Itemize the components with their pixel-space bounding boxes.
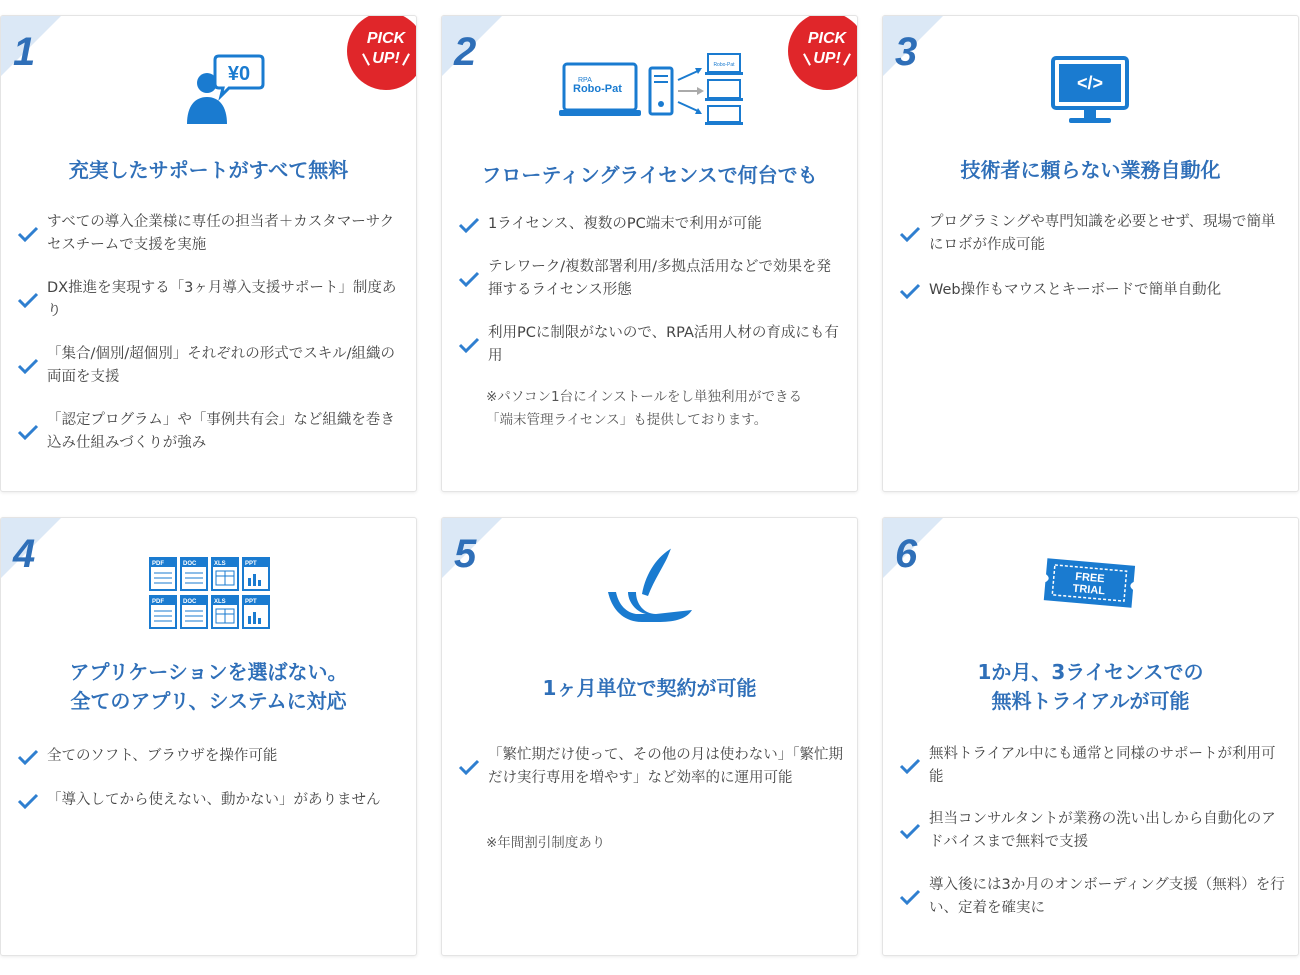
code-monitor-icon bbox=[1051, 56, 1129, 126]
feature-card-6 bbox=[882, 517, 1299, 956]
bullet-text: 「集合/個別/超個別」それぞれの形式でスキル/組織の両面を支援 bbox=[47, 346, 396, 385]
bullet-text: プログラミングや専門知識を必要とせず、現場で簡単にロボが作成可能 bbox=[929, 214, 1276, 253]
free-trial-ticket-icon bbox=[1041, 556, 1137, 620]
feature-card-5 bbox=[441, 517, 858, 956]
pickup-line1: PICK bbox=[366, 30, 406, 47]
bullet-text: 担当コンサルタントが業務の洗い出しから自動化のアドバイスまで無料で支援 bbox=[929, 811, 1276, 850]
bullet-text: DX推進を実現する「3ヶ月導入支援サポート」制度あり bbox=[47, 280, 397, 319]
ppt-label: PPT bbox=[245, 599, 257, 605]
check-icon bbox=[899, 889, 921, 905]
pickup-badge bbox=[788, 15, 858, 90]
bullet-item bbox=[899, 808, 1286, 854]
xls-label: XLS bbox=[214, 561, 226, 567]
feature-card-3 bbox=[882, 15, 1299, 492]
card-title bbox=[442, 161, 857, 190]
bullet-item bbox=[899, 279, 1286, 302]
bullet-item bbox=[458, 213, 845, 236]
ppt-label: PPT bbox=[245, 561, 257, 567]
bullet-item bbox=[17, 211, 404, 257]
bullet-item bbox=[17, 409, 404, 455]
feature-card-2 bbox=[441, 15, 858, 492]
card-title-line: 充実したサポートがすべて無料 bbox=[68, 158, 349, 182]
card-number: 2 bbox=[454, 30, 477, 74]
card-title-line: 1か月、3ライセンスでの bbox=[977, 660, 1204, 684]
card-title bbox=[442, 674, 857, 703]
icon-yen-text: ¥0 bbox=[227, 63, 251, 85]
card-number: 1 bbox=[13, 30, 36, 74]
card-note bbox=[486, 832, 845, 855]
pickup-line2: UP! bbox=[372, 50, 400, 67]
bullet-item bbox=[899, 211, 1286, 257]
bullet-text: 「認定プログラム」や「事例共有会」など組織を巻き込み仕組みづくりが強み bbox=[47, 412, 395, 451]
check-icon bbox=[458, 337, 480, 353]
note-line: ※パソコン1台にインストールをし単独利用ができる bbox=[486, 389, 802, 405]
card-title-line: 技術者に頼らない業務自動化 bbox=[960, 158, 1221, 182]
pickup-badge bbox=[347, 15, 417, 90]
check-icon bbox=[899, 226, 921, 242]
card-title-line: 1ヶ月単位で契約が可能 bbox=[542, 676, 757, 700]
bullet-text: 「導入してから使えない、動かない」がありません bbox=[47, 792, 381, 808]
check-icon bbox=[17, 226, 39, 242]
check-icon bbox=[17, 292, 39, 308]
bullet-item bbox=[899, 743, 1286, 789]
check-icon bbox=[17, 424, 39, 440]
pdf-label: PDF bbox=[152, 561, 164, 567]
bullet-item bbox=[17, 745, 404, 768]
feature-card-4 bbox=[0, 517, 417, 956]
check-icon bbox=[899, 823, 921, 839]
bullet-text: 全てのソフト、ブラウザを操作可能 bbox=[47, 748, 278, 764]
doc-label: DOC bbox=[183, 561, 197, 567]
check-icon bbox=[458, 217, 480, 233]
check-icon bbox=[17, 358, 39, 374]
card-number: 3 bbox=[895, 30, 918, 74]
note-line: 「端末管理ライセンス」も提供しております。 bbox=[486, 412, 768, 428]
bullet-item bbox=[899, 874, 1286, 920]
doc-label: DOC bbox=[183, 599, 197, 605]
check-icon bbox=[899, 758, 921, 774]
bullet-item bbox=[17, 789, 404, 812]
bullet-item bbox=[458, 322, 845, 368]
feature-card-1 bbox=[0, 15, 417, 492]
rpa-text: RPA bbox=[578, 77, 592, 84]
card-title-line: フローティングライセンスで何台でも bbox=[481, 163, 818, 187]
pickup-line1: PICK bbox=[807, 30, 847, 47]
card-title-line: アプリケーションを選ばない。 bbox=[69, 660, 348, 684]
small-brand-text: Robo-Pat bbox=[713, 62, 735, 68]
check-icon bbox=[458, 271, 480, 287]
card-title bbox=[883, 156, 1298, 185]
card-title-line: 全てのアプリ、システムに対応 bbox=[70, 689, 347, 713]
card-number: 4 bbox=[13, 532, 36, 576]
pickup-line2: UP! bbox=[813, 50, 841, 67]
bullet-text: 利用PCに制限がないので、RPA活用人材の育成にも有用 bbox=[488, 325, 839, 364]
bullet-text: すべての導入企業様に専任の担当者＋カスタマーサクセスチームで支援を実施 bbox=[47, 214, 395, 253]
check-icon bbox=[17, 749, 39, 765]
bullet-text: 1ライセンス、複数のPC端末で利用が可能 bbox=[488, 216, 762, 232]
xls-label: XLS bbox=[214, 599, 226, 605]
note-line: ※年間割引制度あり bbox=[486, 835, 606, 851]
bullet-text: 無料トライアル中にも通常と同様のサポートが利用可能 bbox=[929, 746, 1276, 785]
bullet-item bbox=[458, 256, 845, 302]
bullet-item bbox=[458, 744, 845, 790]
card-title-line: 無料トライアルが可能 bbox=[991, 689, 1190, 713]
bullet-text: テレワーク/複数部署利用/多拠点活用などで効果を発揮するライセンス形態 bbox=[488, 259, 831, 298]
quill-inkwell-icon bbox=[606, 546, 696, 624]
card-title bbox=[1, 658, 416, 716]
card-title bbox=[883, 658, 1298, 716]
check-icon bbox=[458, 759, 480, 775]
free-text: FREE bbox=[1074, 570, 1106, 586]
bullet-item bbox=[17, 343, 404, 389]
bullet-text: Web操作もマウスとキーボードで簡単自動化 bbox=[929, 282, 1222, 298]
check-icon bbox=[17, 793, 39, 809]
bullet-item bbox=[17, 277, 404, 323]
check-icon bbox=[899, 283, 921, 299]
card-number: 5 bbox=[454, 532, 477, 576]
document-files-icon bbox=[148, 556, 272, 630]
pdf-label: PDF bbox=[152, 599, 164, 605]
brand-text: Robo-Pat bbox=[573, 83, 622, 95]
laptop-server-network-icon bbox=[558, 52, 748, 128]
code-symbol-text: </> bbox=[1076, 73, 1104, 93]
card-note bbox=[486, 386, 845, 432]
person-yen-speech-icon bbox=[185, 54, 267, 126]
bullet-text: 「繁忙期だけ使って、その他の月は使わない」「繁忙期だけ実行専用を増やす」など効率的に運用可能 bbox=[488, 747, 843, 786]
bullet-text: 導入後には3か月のオンボーディング支援（無料）を行い、定着を確実に bbox=[929, 877, 1285, 916]
card-number: 6 bbox=[895, 532, 918, 576]
trial-text: TRIAL bbox=[1072, 582, 1106, 598]
card-title bbox=[1, 156, 416, 185]
